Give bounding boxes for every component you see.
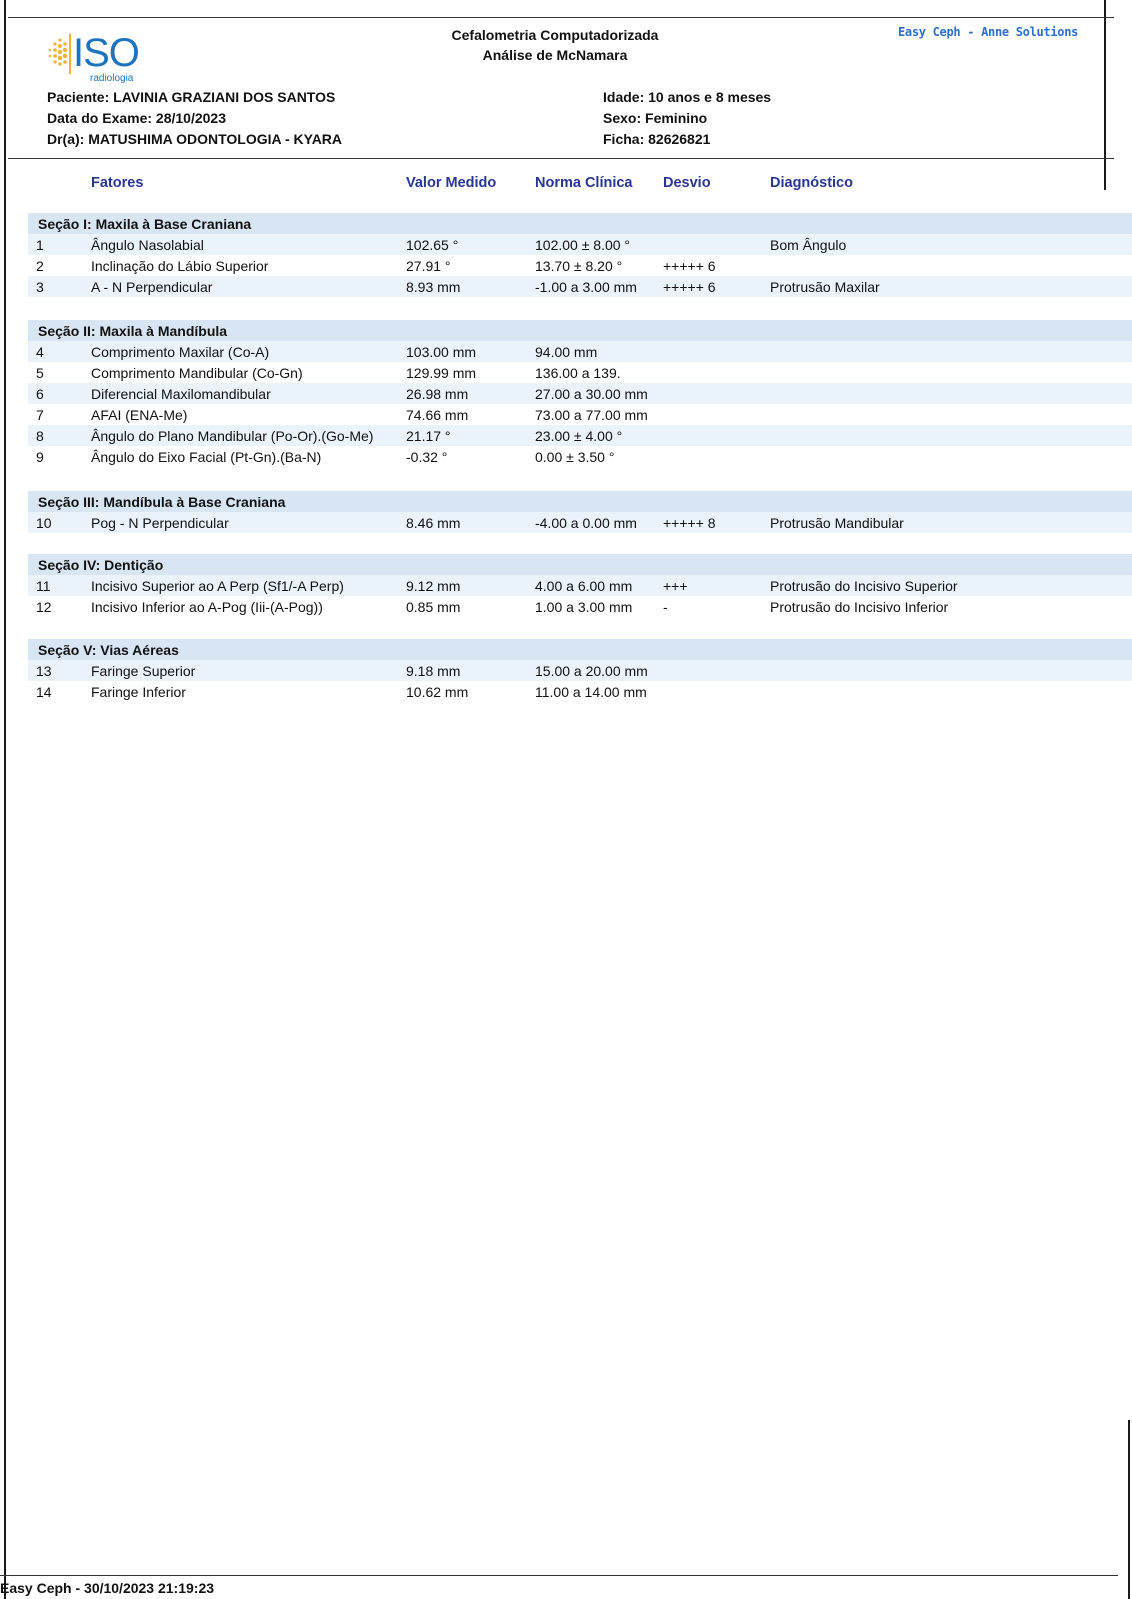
row-factor: A - N Perpendicular: [91, 279, 213, 295]
row-measured-value: 21.17 °: [406, 428, 451, 444]
row-diagnosis: Protrusão Mandibular: [770, 515, 904, 531]
row-diagnosis: Bom Ângulo: [770, 237, 847, 253]
table-row: [28, 575, 1132, 596]
column-header-measured: Valor Medido: [406, 175, 497, 191]
header-bottom-rule: [8, 158, 1114, 159]
row-deviation: +++: [663, 578, 688, 594]
row-clinical-norm: 136.00 a 139.: [535, 365, 621, 381]
row-measured-value: 8.93 mm: [406, 279, 461, 295]
iso-logo: [46, 28, 146, 84]
row-factor: Diferencial Maxilomandibular: [91, 386, 271, 402]
row-factor: Ângulo do Eixo Facial (Pt-Gn).(Ba-N): [91, 449, 322, 465]
row-factor: Inclinação do Lábio Superior: [91, 258, 269, 274]
row-clinical-norm: 23.00 ± 4.00 °: [535, 428, 623, 444]
row-clinical-norm: 11.00 a 14.00 mm: [535, 684, 647, 700]
row-diagnosis: Protrusão Maxilar: [770, 279, 880, 295]
table-row: [28, 681, 1132, 702]
section-title: Seção III: Mandíbula à Base Craniana: [38, 494, 286, 510]
header-top-rule: [8, 17, 1114, 18]
section-header: [28, 491, 1132, 512]
row-deviation: +++++ 8: [663, 515, 716, 531]
row-deviation: -: [663, 599, 668, 615]
row-clinical-norm: 15.00 a 20.00 mm: [535, 663, 648, 679]
section-header: [28, 554, 1132, 575]
patient-age: Idade: 10 anos e 8 meses: [603, 89, 772, 105]
row-number: 13: [36, 663, 52, 679]
row-number: 7: [36, 407, 44, 423]
table-row: [28, 512, 1132, 533]
patient-info-right: [603, 87, 771, 150]
table-row: [28, 425, 1132, 446]
row-number: 5: [36, 365, 44, 381]
section-title: Seção I: Maxila à Base Craniana: [38, 216, 252, 232]
row-measured-value: 27.91 °: [406, 258, 451, 274]
row-measured-value: 103.00 mm: [406, 344, 477, 360]
row-deviation: +++++ 6: [663, 279, 716, 295]
table-row: [28, 660, 1132, 681]
logo-wordmark: ISO: [73, 31, 139, 75]
table-row: [28, 234, 1132, 255]
row-factor: Comprimento Mandibular (Co-Gn): [91, 365, 303, 381]
row-factor: Ângulo do Plano Mandibular (Po-Or).(Go-Me): [91, 428, 374, 444]
row-clinical-norm: -1.00 a 3.00 mm: [535, 279, 637, 295]
doctor-name: Dr(a): MATUSHIMA ODONTOLOGIA - KYARA: [47, 131, 343, 147]
logo-subtext: radiologia: [90, 73, 134, 84]
row-clinical-norm: 4.00 a 6.00 mm: [535, 578, 633, 594]
row-factor: Faringe Superior: [91, 663, 196, 679]
row-factor: Incisivo Superior ao A Perp (Sf1/-A Perp): [91, 578, 344, 594]
row-measured-value: 9.12 mm: [406, 578, 461, 594]
row-clinical-norm: 0.00 ± 3.50 °: [535, 449, 615, 465]
iso-logo-icon: [46, 28, 146, 84]
brand-label: Easy Ceph - Anne Solutions: [898, 25, 1079, 39]
patient-sex: Sexo: Feminino: [603, 110, 708, 126]
report-subtitle: Análise de McNamara: [482, 47, 628, 63]
row-factor: Comprimento Maxilar (Co-A): [91, 344, 270, 360]
row-measured-value: 26.98 mm: [406, 386, 469, 402]
row-number: 4: [36, 344, 44, 360]
section-title: Seção V: Vias Aéreas: [38, 642, 179, 658]
page-border-right-lower: [1128, 1420, 1130, 1599]
row-clinical-norm: -4.00 a 0.00 mm: [535, 515, 637, 531]
section-header: [28, 639, 1132, 660]
row-number: 14: [36, 684, 52, 700]
page-border-left: [4, 0, 6, 1599]
row-clinical-norm: 27.00 a 30.00 mm: [535, 386, 648, 402]
section-header: [28, 320, 1132, 341]
row-factor: Faringe Inferior: [91, 684, 186, 700]
row-diagnosis: Protrusão do Incisivo Inferior: [770, 599, 949, 615]
row-clinical-norm: 13.70 ± 8.20 °: [535, 258, 623, 274]
column-header-diagnosis: Diagnóstico: [770, 175, 853, 191]
row-measured-value: 9.18 mm: [406, 663, 461, 679]
table-row: [28, 383, 1132, 404]
row-number: 6: [36, 386, 44, 402]
row-deviation: +++++ 6: [663, 258, 716, 274]
section-header: [28, 213, 1132, 234]
row-number: 12: [36, 599, 52, 615]
table-row: [28, 446, 1132, 467]
row-measured-value: 102.65 °: [406, 237, 459, 253]
row-measured-value: 0.85 mm: [406, 599, 461, 615]
footer-rule: [0, 1575, 1118, 1576]
patient-name: Paciente: LAVINIA GRAZIANI DOS SANTOS: [47, 89, 336, 105]
table-row: [28, 362, 1132, 383]
row-measured-value: 10.62 mm: [406, 684, 469, 700]
row-number: 10: [36, 515, 52, 531]
column-header-factors: Fatores: [91, 175, 144, 191]
row-factor: Pog - N Perpendicular: [91, 515, 229, 531]
row-factor: Incisivo Inferior ao A-Pog (Iii-(A-Pog)): [91, 599, 323, 615]
row-number: 9: [36, 449, 44, 465]
table-row: [28, 404, 1132, 425]
row-number: 8: [36, 428, 44, 444]
section-title: Seção II: Maxila à Mandíbula: [38, 323, 228, 339]
row-factor: Ângulo Nasolabial: [91, 237, 204, 253]
section-title: Seção IV: Dentição: [38, 557, 164, 573]
patient-info-left: [47, 87, 342, 150]
row-diagnosis: Protrusão do Incisivo Superior: [770, 578, 958, 594]
row-clinical-norm: 102.00 ± 8.00 °: [535, 237, 631, 253]
report-titles: [330, 25, 780, 65]
row-clinical-norm: 73.00 a 77.00 mm: [535, 407, 648, 423]
row-number: 1: [36, 237, 44, 253]
table-row: [28, 255, 1132, 276]
column-header-norm: Norma Clínica: [535, 175, 633, 191]
exam-date: Data do Exame: 28/10/2023: [47, 110, 226, 126]
table-row: [28, 276, 1132, 297]
row-measured-value: 129.99 mm: [406, 365, 477, 381]
row-clinical-norm: 1.00 a 3.00 mm: [535, 599, 633, 615]
row-measured-value: 8.46 mm: [406, 515, 461, 531]
column-header-deviation: Desvio: [663, 175, 711, 191]
table-row: [28, 341, 1132, 362]
report-title: Cefalometria Computadorizada: [451, 27, 659, 43]
row-number: 3: [36, 279, 44, 295]
row-measured-value: 74.66 mm: [406, 407, 469, 423]
footer-timestamp: Easy Ceph - 30/10/2023 21:19:23: [0, 1580, 215, 1596]
row-number: 2: [36, 258, 44, 274]
row-clinical-norm: 94.00 mm: [535, 344, 598, 360]
page-border-right: [1104, 0, 1106, 190]
record-number: Ficha: 82626821: [603, 131, 711, 147]
row-measured-value: -0.32 °: [406, 449, 448, 465]
row-factor: AFAI (ENA-Me): [91, 407, 188, 423]
row-number: 11: [36, 578, 51, 594]
table-row: [28, 596, 1132, 617]
